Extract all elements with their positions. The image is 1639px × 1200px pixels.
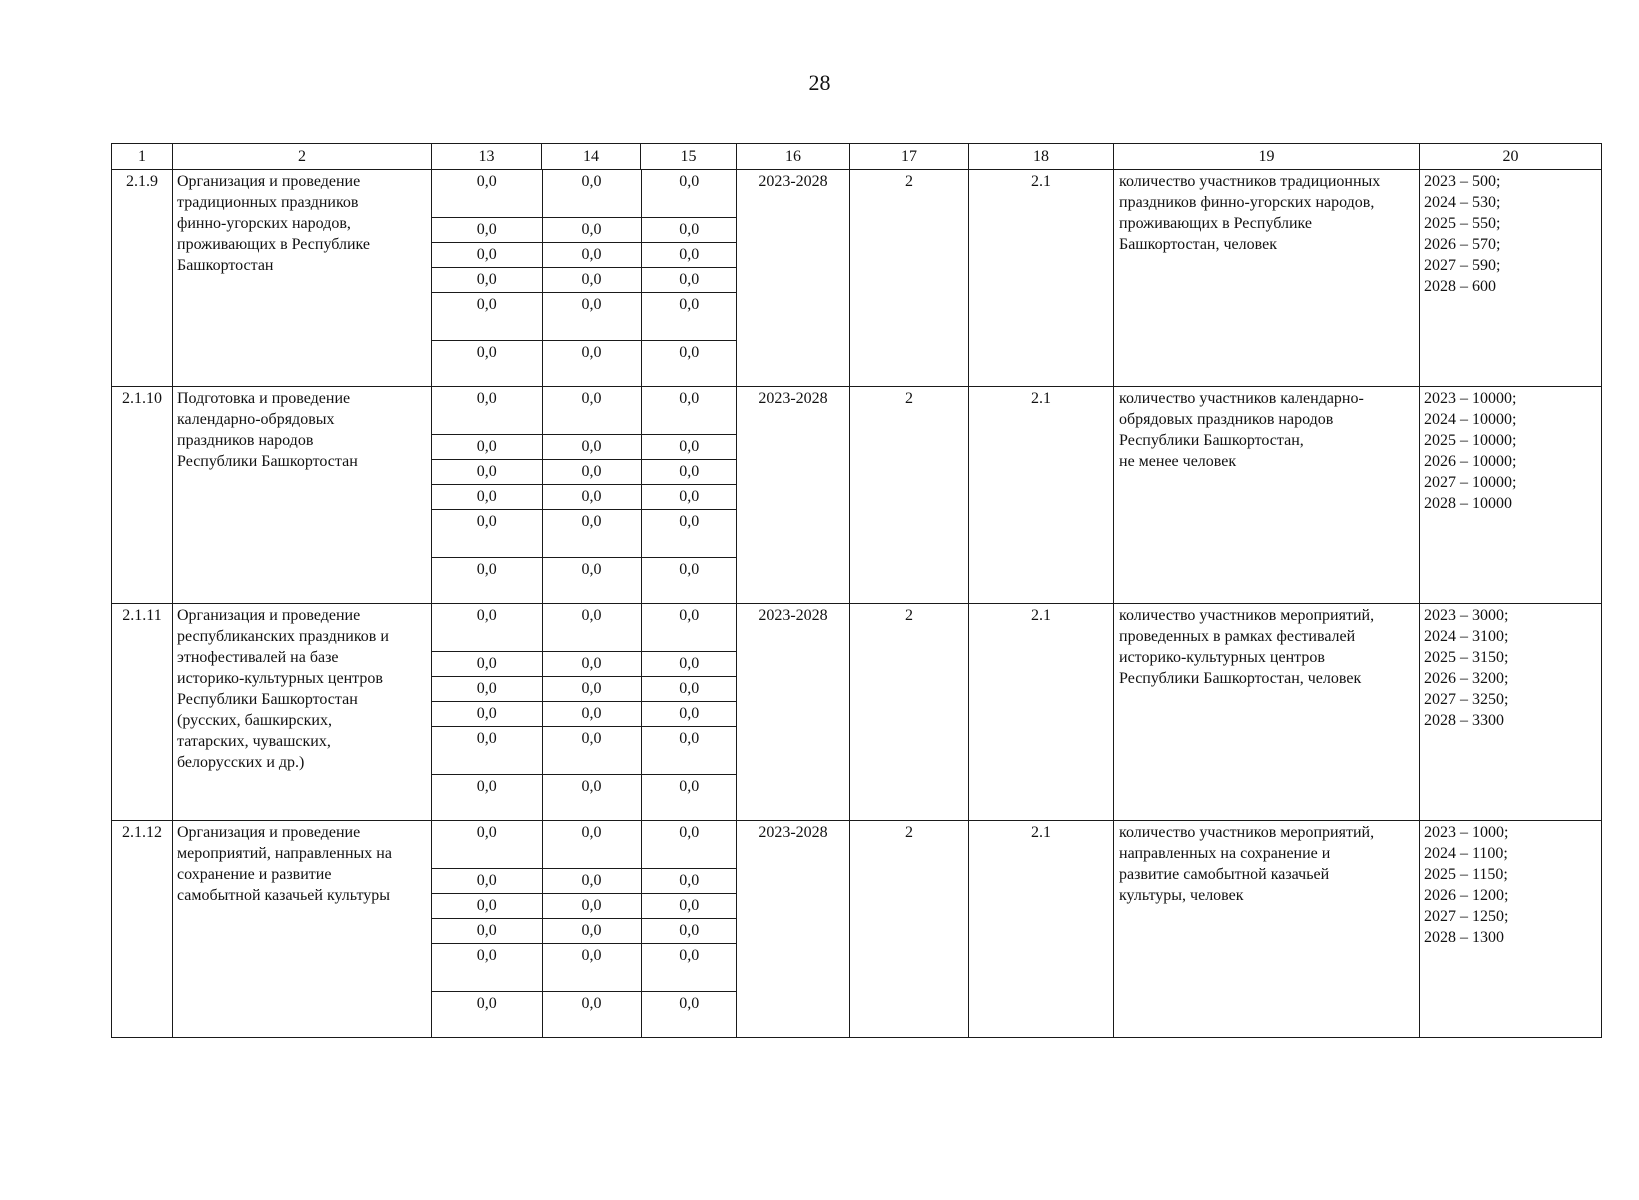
finance-block [432, 170, 737, 387]
measure-name [173, 821, 432, 1038]
measure-name [173, 604, 432, 821]
finance-value: 0,0 [476, 778, 497, 795]
measure-row [112, 821, 1602, 1038]
finance-value: 0,0 [476, 995, 497, 1012]
period-cell: 2023-2028 [737, 821, 850, 1038]
target-line: 2024 – 10000; [1424, 411, 1517, 428]
finance-value: 0,0 [432, 604, 542, 652]
finance-value: 0,0 [641, 677, 737, 702]
finance-value: 0,0 [641, 485, 737, 510]
finance-value: 0,0 [542, 485, 641, 510]
finance-value: 0,0 [476, 561, 497, 578]
target-line: 2023 – 1000; [1424, 824, 1509, 841]
finance-value: 0,0 [542, 460, 641, 485]
finance-value: 0,0 [432, 268, 542, 293]
measure-name-line: Организация и проведение [177, 607, 361, 624]
target-line: 2025 – 10000; [1424, 432, 1517, 449]
measure-row [112, 170, 1602, 387]
header-cell: 1 [112, 144, 173, 170]
finance-row [432, 944, 737, 992]
target-line: 2026 – 570; [1424, 236, 1501, 253]
finance-row [432, 604, 737, 652]
targets-cell [1420, 170, 1602, 387]
target-line: 2024 – 3100; [1424, 628, 1509, 645]
measure-name-line: Подготовка и проведение [177, 390, 351, 407]
finance-row [432, 460, 737, 485]
finance-row [432, 558, 737, 604]
finance-row [432, 702, 737, 727]
header-cell: 13 [432, 144, 542, 170]
finance-row [432, 218, 737, 243]
measure-name-line: традиционных праздников [177, 194, 359, 211]
target-line: 2027 – 590; [1424, 257, 1501, 274]
col18-cell: 2.1 [969, 604, 1114, 821]
measure-name-line: Организация и проведение [177, 824, 361, 841]
target-line: 2027 – 10000; [1424, 474, 1517, 491]
col18-cell: 2.1 [969, 821, 1114, 1038]
targets-cell [1420, 387, 1602, 604]
header-cell: 15 [641, 144, 737, 170]
indicator-line: праздников финно-угорских народов, [1119, 194, 1375, 211]
measure-name-line: (русских, башкирских, [177, 712, 332, 729]
finance-value: 0,0 [641, 341, 737, 387]
measure-name-line: проживающих в Республике [177, 236, 371, 253]
col17-cell: 2 [850, 821, 969, 1038]
header-cell: 20 [1420, 144, 1602, 170]
finance-value: 0,0 [542, 293, 641, 341]
col17-cell: 2 [850, 170, 969, 387]
finance-value: 0,0 [641, 268, 737, 293]
finance-value: 0,0 [432, 435, 542, 460]
target-line: 2028 – 10000 [1424, 495, 1512, 512]
finance-value: 0,0 [641, 702, 737, 727]
finance-value: 0,0 [542, 243, 641, 268]
finance-value: 0,0 [641, 944, 737, 992]
finance-row [432, 652, 737, 677]
finance-value: 0,0 [542, 510, 641, 558]
finance-value: 0,0 [542, 919, 641, 944]
measure-row [112, 604, 1602, 821]
measure-name-line: татарских, чувашских, [177, 733, 331, 750]
target-line: 2028 – 600 [1424, 278, 1496, 295]
finance-value: 0,0 [542, 435, 641, 460]
indicator-cell [1114, 170, 1420, 387]
measure-name-line: Республики Башкортостан [177, 691, 358, 708]
finance-value: 0,0 [542, 218, 641, 243]
finance-row [432, 341, 737, 387]
finance-row [432, 992, 737, 1038]
finance-row [432, 170, 737, 218]
indicator-line: направленных на сохранение и [1119, 845, 1331, 862]
target-line: 2023 – 500; [1424, 173, 1501, 190]
finance-value: 0,0 [641, 510, 737, 558]
finance-row [432, 387, 737, 435]
measure-name [173, 387, 432, 604]
finance-value: 0,0 [542, 894, 641, 919]
finance-value: 0,0 [641, 894, 737, 919]
measure-number: 2.1.11 [112, 604, 173, 821]
period-cell: 2023-2028 [737, 604, 850, 821]
finance-value: 0,0 [432, 944, 542, 992]
measure-name-line: самобытной казачьей культуры [177, 887, 390, 904]
finance-value: 0,0 [542, 775, 641, 821]
finance-value: 0,0 [542, 652, 641, 677]
target-line: 2026 – 3200; [1424, 670, 1509, 687]
measure-name-line: календарно-обрядовых [177, 411, 335, 428]
indicator-line: культуры, человек [1119, 887, 1244, 904]
finance-value: 0,0 [432, 243, 542, 268]
finance-row [432, 919, 737, 944]
finance-value: 0,0 [641, 727, 737, 775]
finance-value: 0,0 [542, 869, 641, 894]
target-line: 2025 – 550; [1424, 215, 1501, 232]
finance-value: 0,0 [641, 218, 737, 243]
measure-name-line: сохранение и развитие [177, 866, 332, 883]
indicator-cell [1114, 387, 1420, 604]
finance-value: 0,0 [641, 919, 737, 944]
measure-number: 2.1.9 [112, 170, 173, 387]
measure-name-line: белорусских и др.) [177, 754, 305, 771]
finance-value: 0,0 [542, 992, 641, 1038]
finance-value: 0,0 [432, 293, 542, 341]
finance-value: 0,0 [432, 485, 542, 510]
finance-value: 0,0 [641, 821, 737, 869]
finance-value: 0,0 [432, 460, 542, 485]
finance-row [432, 510, 737, 558]
target-line: 2028 – 3300 [1424, 712, 1504, 729]
finance-row [432, 775, 737, 821]
period-cell: 2023-2028 [737, 170, 850, 387]
finance-value: 0,0 [542, 268, 641, 293]
indicator-line: Республики Башкортостан, человек [1119, 670, 1362, 687]
measure-name-line: Башкортостан [177, 257, 274, 274]
target-line: 2023 – 10000; [1424, 390, 1517, 407]
indicator-line: количество участников календарно- [1119, 390, 1364, 407]
finance-row [432, 268, 737, 293]
finance-value: 0,0 [542, 604, 641, 652]
targets-cell [1420, 604, 1602, 821]
target-line: 2026 – 1200; [1424, 887, 1509, 904]
target-line: 2028 – 1300 [1424, 929, 1504, 946]
measure-number: 2.1.10 [112, 387, 173, 604]
plan-table [111, 143, 1602, 1038]
finance-row [432, 293, 737, 341]
target-line: 2023 – 3000; [1424, 607, 1509, 624]
target-line: 2024 – 530; [1424, 194, 1501, 211]
finance-value: 0,0 [641, 652, 737, 677]
finance-value: 0,0 [432, 821, 542, 869]
finance-value: 0,0 [432, 869, 542, 894]
measure-name-line: республиканских праздников и [177, 628, 389, 645]
indicator-line: количество участников мероприятий, [1119, 607, 1375, 624]
header-cell: 17 [850, 144, 969, 170]
header-cell: 2 [173, 144, 432, 170]
targets-cell [1420, 821, 1602, 1038]
header-cell: 19 [1114, 144, 1420, 170]
indicator-line: обрядовых праздников народов [1119, 411, 1334, 428]
finance-row [432, 869, 737, 894]
finance-value: 0,0 [641, 243, 737, 268]
finance-value: 0,0 [432, 170, 542, 218]
finance-value: 0,0 [542, 341, 641, 387]
finance-block [432, 387, 737, 604]
finance-value: 0,0 [641, 558, 737, 604]
measure-name-line: Организация и проведение [177, 173, 361, 190]
measure-name-line: праздников народов [177, 432, 314, 449]
measure-name-line: мероприятий, направленных на [177, 845, 392, 862]
finance-row [432, 727, 737, 775]
finance-block [432, 821, 737, 1038]
finance-value: 0,0 [542, 944, 641, 992]
target-line: 2026 – 10000; [1424, 453, 1517, 470]
plan-body [112, 170, 1602, 1038]
finance-value: 0,0 [641, 869, 737, 894]
finance-row [432, 677, 737, 702]
finance-value: 0,0 [641, 460, 737, 485]
header-row [112, 144, 1602, 170]
measure-name [173, 170, 432, 387]
finance-value: 0,0 [641, 992, 737, 1038]
finance-value: 0,0 [542, 558, 641, 604]
indicator-line: количество участников традиционных [1119, 173, 1381, 190]
finance-value: 0,0 [432, 919, 542, 944]
indicator-line: не менее человек [1119, 453, 1237, 470]
finance-row [432, 485, 737, 510]
measure-row [112, 387, 1602, 604]
col17-cell: 2 [850, 387, 969, 604]
measure-name-line: этнофестивалей на базе [177, 649, 339, 666]
finance-value: 0,0 [542, 170, 641, 218]
measure-number: 2.1.12 [112, 821, 173, 1038]
finance-value: 0,0 [476, 344, 497, 361]
indicator-line: Республики Башкортостан, [1119, 432, 1304, 449]
measure-name-line: историко-культурных центров [177, 670, 383, 687]
indicator-line: Башкортостан, человек [1119, 236, 1277, 253]
target-line: 2025 – 1150; [1424, 866, 1508, 883]
finance-value: 0,0 [641, 775, 737, 821]
header-cell: 14 [542, 144, 641, 170]
target-line: 2025 – 3150; [1424, 649, 1509, 666]
finance-value: 0,0 [641, 387, 737, 435]
finance-row [432, 821, 737, 869]
period-cell: 2023-2028 [737, 387, 850, 604]
finance-value: 0,0 [432, 677, 542, 702]
col18-cell: 2.1 [969, 170, 1114, 387]
measure-name-line: финно-угорских народов, [177, 215, 351, 232]
finance-value: 0,0 [432, 652, 542, 677]
finance-value: 0,0 [432, 727, 542, 775]
header-cell: 16 [737, 144, 850, 170]
col17-cell: 2 [850, 604, 969, 821]
finance-value: 0,0 [432, 510, 542, 558]
indicator-line: историко-культурных центров [1119, 649, 1325, 666]
indicator-line: развитие самобытной казачьей [1119, 866, 1330, 883]
measure-name-line: Республики Башкортостан [177, 453, 358, 470]
target-line: 2027 – 3250; [1424, 691, 1509, 708]
finance-value: 0,0 [542, 387, 641, 435]
finance-row [432, 243, 737, 268]
finance-value: 0,0 [542, 702, 641, 727]
target-line: 2027 – 1250; [1424, 908, 1509, 925]
finance-row [432, 894, 737, 919]
finance-value: 0,0 [432, 702, 542, 727]
finance-value: 0,0 [432, 218, 542, 243]
header-cell: 18 [969, 144, 1114, 170]
finance-block [432, 604, 737, 821]
indicator-line: проживающих в Республике [1119, 215, 1313, 232]
finance-value: 0,0 [641, 293, 737, 341]
finance-value: 0,0 [542, 677, 641, 702]
finance-value: 0,0 [432, 894, 542, 919]
finance-row [432, 435, 737, 460]
finance-value: 0,0 [641, 604, 737, 652]
finance-value: 0,0 [641, 170, 737, 218]
finance-value: 0,0 [432, 387, 542, 435]
finance-value: 0,0 [641, 435, 737, 460]
page-number: 28 [808, 70, 831, 95]
finance-value: 0,0 [542, 727, 641, 775]
target-line: 2024 – 1100; [1424, 845, 1508, 862]
indicator-line: количество участников мероприятий, [1119, 824, 1375, 841]
indicator-cell [1114, 821, 1420, 1038]
finance-value: 0,0 [542, 821, 641, 869]
col18-cell: 2.1 [969, 387, 1114, 604]
indicator-line: проведенных в рамках фестивалей [1119, 628, 1356, 645]
indicator-cell [1114, 604, 1420, 821]
